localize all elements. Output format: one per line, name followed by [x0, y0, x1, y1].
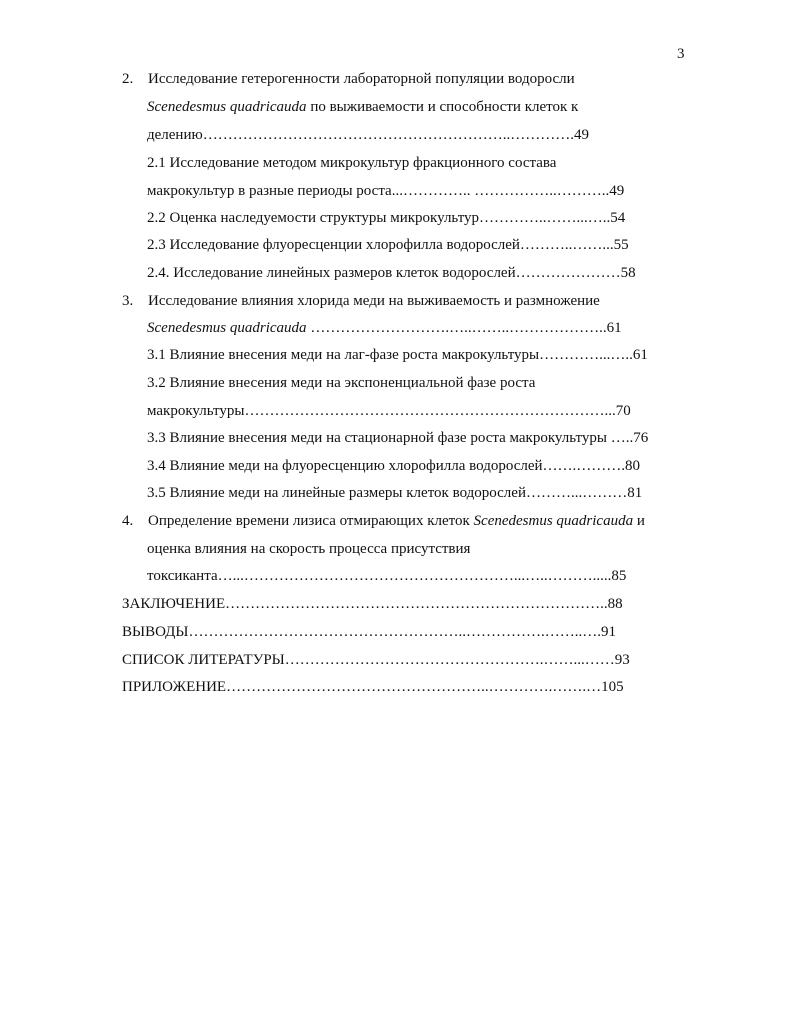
toc-section-4-cont: оценка влияния на скорость процесса присутствия: [147, 541, 471, 557]
toc-section-3-cont: [147, 318, 622, 338]
toc-section-2-cont: [147, 97, 578, 117]
toc-item-3-2: 3.2 Влияние внесения меди на экспоненциальной фазе роста: [147, 375, 536, 391]
toc-text: по выживаемости и способности клеток к: [306, 99, 579, 115]
toc-item-3-4: 3.4 Влияние меди на флуоресценцию хлорофилла водорослей…….……….80: [147, 458, 641, 474]
species-name: Scenedesmus quadricauda: [147, 320, 307, 336]
toc-references: СПИСОК ЛИТЕРАТУРЫ…………………………………………….……...……93: [122, 652, 630, 668]
toc-section-3: [122, 291, 600, 311]
toc-item-2-1: 2.1 Исследование методом микрокультур фракционного состава: [147, 155, 557, 171]
toc-text: ……………………….…..……..………………..61: [306, 320, 622, 336]
toc-section-2: [122, 69, 575, 89]
toc-conclusion: ЗАКЛЮЧЕНИЕ…………………………………………………………………..88: [122, 596, 623, 612]
toc-item-3-2-cont: макрокультуры………………………………………………………………...70: [147, 403, 631, 419]
toc-findings: ВЫВОДЫ………………………………………………..…………….……..….91: [122, 624, 616, 640]
toc-section-4-leader: токсиканта…...………………………………………………...…..……….....85: [147, 568, 627, 584]
species-name: Scenedesmus quadricauda: [147, 99, 307, 115]
toc-appendix: ПРИЛОЖЕНИЕ……………………………………………..………….…….…105: [122, 679, 624, 695]
toc-number: 3.: [122, 293, 134, 309]
toc-section-2-leader: делению……………………………………………………..………….49: [147, 127, 589, 143]
toc-item-2-4: 2.4. Исследование линейных размеров клеток водорослей…………………58: [147, 265, 636, 281]
toc-text: Исследование влияния хлорида меди на выживаемость и размножение: [148, 293, 600, 309]
toc-text: и: [633, 513, 645, 529]
toc-item-3-1: 3.1 Влияние внесения меди на лаг-фазе роста макрокультуры…………...…..61: [147, 347, 648, 363]
species-name: Scenedesmus quadricauda: [473, 513, 634, 529]
toc-number: 2.: [122, 71, 134, 87]
toc-item-2-2: 2.2 Оценка наследуемости структуры микрокультур…………..……...…..54: [147, 210, 626, 226]
page-number: 3: [677, 46, 685, 62]
toc-text: Определение времени лизиса отмирающих клеток: [148, 513, 474, 529]
toc-item-3-5: 3.5 Влияние меди на линейные размеры клеток водорослей………...………81: [147, 485, 643, 501]
toc-section-4: [122, 511, 645, 531]
toc-item-3-3: 3.3 Влияние внесения меди на стационарной фазе роста макрокультуры …..76: [147, 430, 649, 446]
toc-item-2-3: 2.3 Исследование флуоресценции хлорофилла водорослей………..……...55: [147, 237, 629, 253]
toc-item-2-1-cont: макрокультур в разные периоды роста...………….. ……………..………..49: [147, 183, 625, 199]
toc-number: 4.: [122, 513, 134, 529]
toc-text: Исследование гетерогенности лабораторной популяции водоросли: [148, 71, 575, 87]
